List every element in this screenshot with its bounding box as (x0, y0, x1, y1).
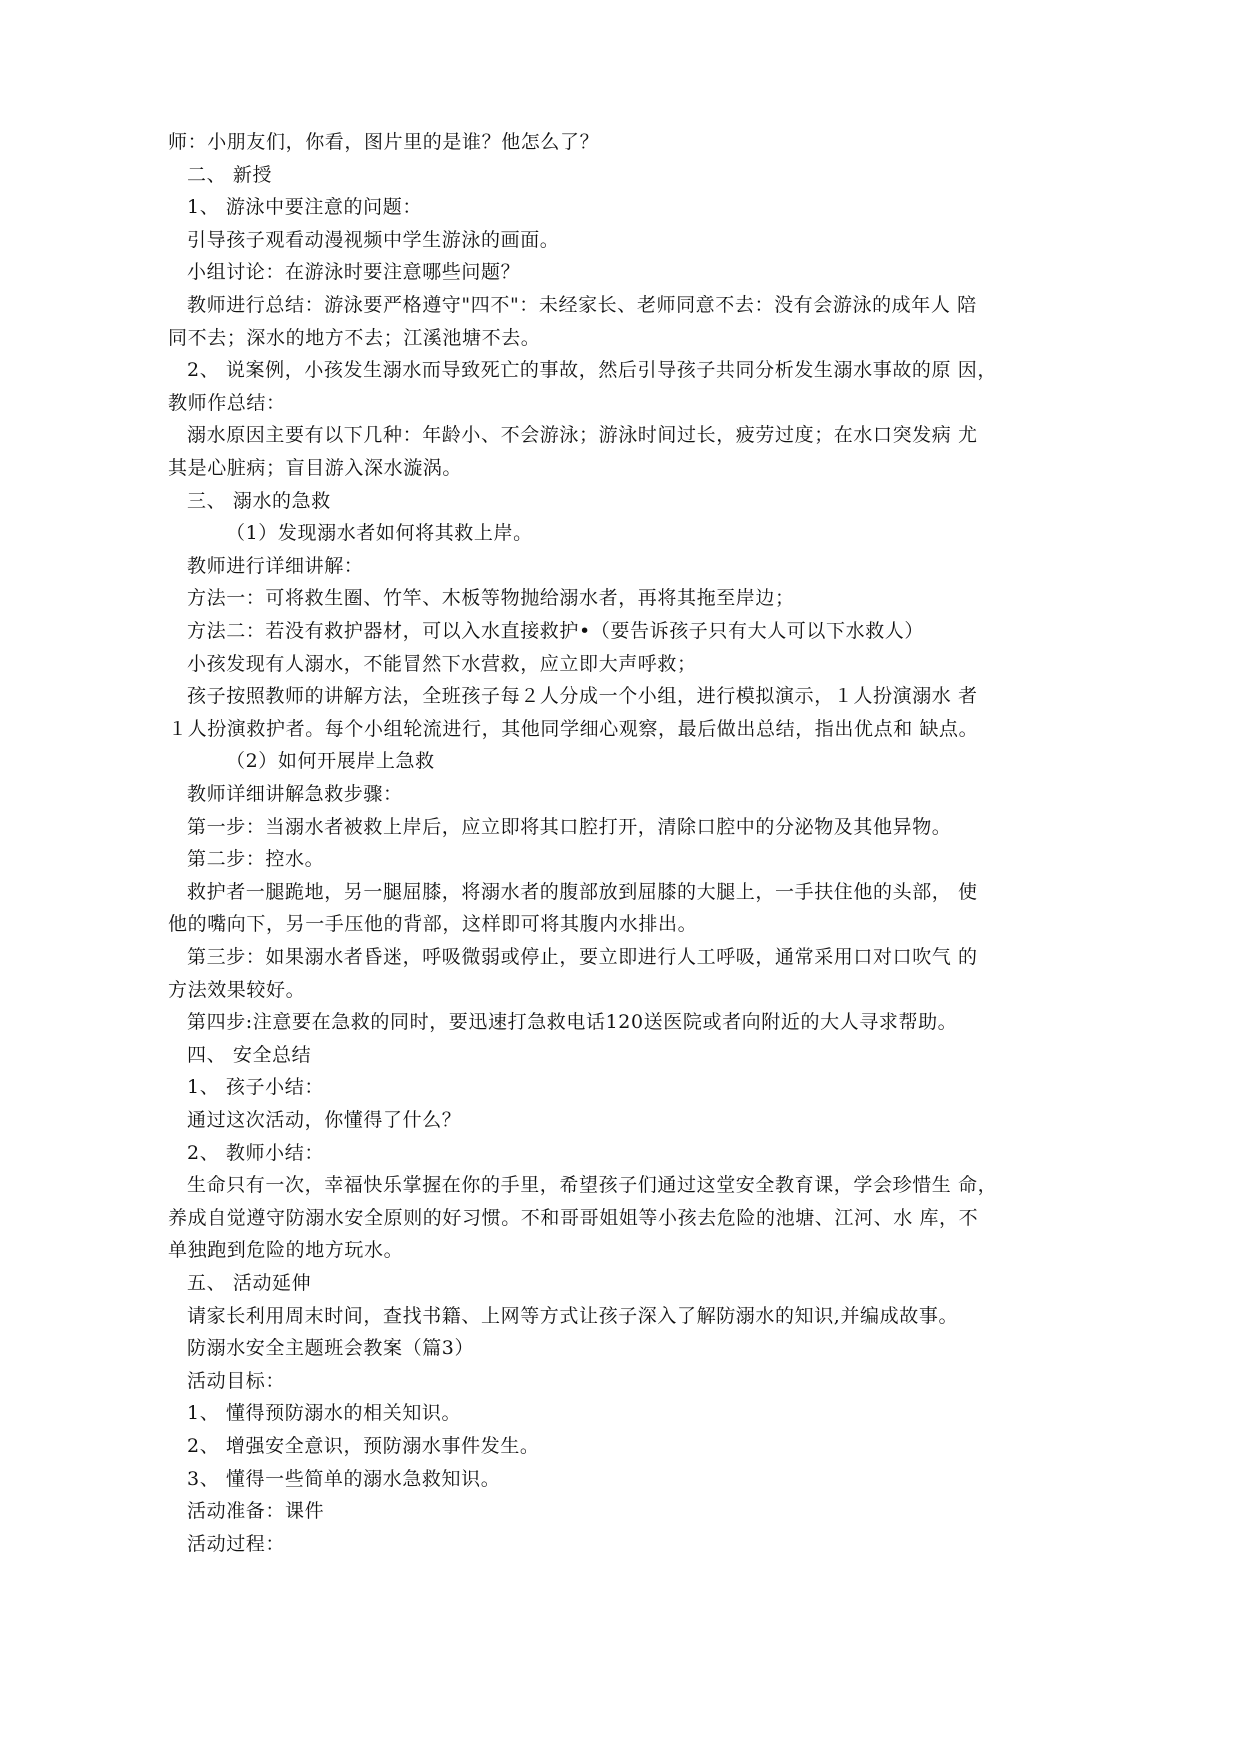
text-line: 小组讨论：在游泳时要注意哪些问题？ (187, 261, 521, 283)
text-line: 活动目标： (187, 1370, 286, 1392)
text-line: 1、 懂得预防溺水的相关知识。 (187, 1402, 462, 1424)
text-line: 他的嘴向下，另一手压他的背部，这样即可将其腹内水排出。 (168, 913, 698, 935)
text-line: 养成自觉遵守防溺水安全原则的好习惯。不和哥哥姐姐等小孩去危险的池塘、江河、水 库，不 (168, 1207, 979, 1229)
text-line: 活动准备：课件 (187, 1500, 325, 1522)
text-line: 1、 孩子小结： (187, 1076, 324, 1098)
text-line: 引导孩子观看动漫视频中学生游泳的画面。 (187, 229, 560, 251)
text-line: 单独跑到危险的地方玩水。 (168, 1239, 404, 1261)
text-line: 孩子按照教师的讲解方法，全班孩子每２人分成一个小组，进行模拟演示，１人扮演溺水 者 (187, 685, 978, 707)
text-line: 2、 教师小结： (187, 1142, 324, 1164)
text-line: 二、 新授 (187, 164, 273, 186)
text-line: 2、 说案例，小孩发生溺水而导致死亡的事故，然后引导孩子共同分析发生溺水事故的原 因， (187, 359, 997, 381)
text-line: 第三步：如果溺水者昏迷，呼吸微弱或停止，要立即进行人工呼吸，通常采用口对口吹气 的 (187, 946, 978, 968)
text-line: 防溺水安全主题班会教案（篇3） (187, 1337, 475, 1359)
text-line: 方法一：可将救生圈、竹竿、木板等物抛给溺水者，再将其拖至岸边； (187, 587, 795, 609)
text-line: 师：小朋友们，你看，图片里的是谁？他怎么了？ (168, 131, 600, 153)
text-line: １人扮演救护者。每个小组轮流进行，其他同学细心观察，最后做出总结，指出优点和 缺点。 (168, 718, 979, 740)
text-line: 第二步：控水。 (187, 848, 325, 870)
text-line: 生命只有一次，幸福快乐掌握在你的手里，希望孩子们通过这堂安全教育课，学会珍惜生 命， (187, 1174, 998, 1196)
text-line: 教师进行详细讲解： (187, 555, 364, 577)
text-line: 请家长利用周末时间，查找书籍、上网等方式让孩子深入了解防溺水的知识,并编成故事。 (187, 1305, 959, 1327)
text-line: 方法效果较好。 (168, 979, 306, 1001)
text-line: 同不去；深水的地方不去；江溪池塘不去。 (168, 327, 541, 349)
text-line: 2、 增强安全意识，预防溺水事件发生。 (187, 1435, 540, 1457)
text-line: 教师作总结： (168, 392, 286, 414)
text-line: 通过这次活动，你懂得了什么？ (187, 1109, 462, 1131)
text-line: 第一步：当溺水者被救上岸后，应立即将其口腔打开，清除口腔中的分泌物及其他异物。 (187, 816, 952, 838)
text-line: 教师进行总结：游泳要严格遵守"四不"：未经家长、老师同意不去：没有会游泳的成年人 陪 (187, 294, 977, 316)
text-line: 小孩发现有人溺水，不能冒然下水营救，应立即大声呼救； (187, 653, 697, 675)
text-line: 方法二：若没有救护器材，可以入水直接救护•（要告诉孩子只有大人可以下水救人） (187, 620, 925, 642)
text-line: 五、 活动延伸 (187, 1272, 312, 1294)
text-line: 溺水原因主要有以下几种：年龄小、不会游泳；游泳时间过长，疲劳过度；在水口突发病 尤 (187, 424, 978, 446)
text-line: （1）发现溺水者如何将其救上岸。 (226, 522, 533, 544)
text-line: 四、 安全总结 (187, 1044, 312, 1066)
text-line: 三、 溺水的急救 (187, 490, 331, 512)
text-line: 教师详细讲解急救步骤： (187, 783, 403, 805)
text-line: （2）如何开展岸上急救 (226, 750, 435, 772)
text-line: 救护者一腿跪地，另一腿屈膝，将溺水者的腹部放到屈膝的大腿上，一手扶住他的头部， 使 (187, 881, 978, 903)
text-line: 第四步:注意要在急救的同时，要迅速打急救电话120送医院或者向附近的大人寻求帮助。 (187, 1011, 958, 1033)
text-line: 活动过程： (187, 1533, 286, 1555)
text-line: 其是心脏病；盲目游入深水漩涡。 (168, 457, 463, 479)
text-line: 1、 游泳中要注意的问题： (187, 196, 422, 218)
text-line: 3、 懂得一些简单的溺水急救知识。 (187, 1468, 501, 1490)
